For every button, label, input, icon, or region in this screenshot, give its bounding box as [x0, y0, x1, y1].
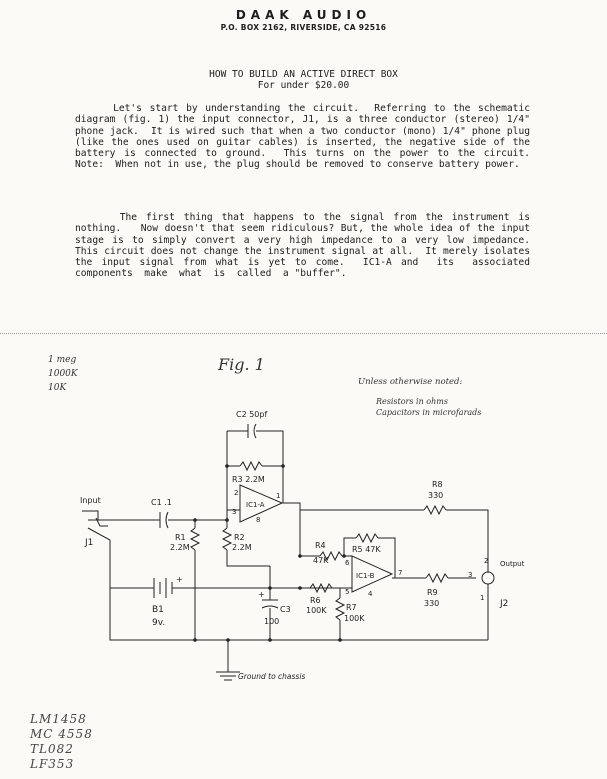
c2-label: C2 50pf: [236, 410, 268, 419]
j2-label: J2: [500, 599, 509, 609]
pin-2: 2: [234, 489, 239, 497]
r9-label: R9: [427, 588, 438, 597]
r4-label: R4: [315, 541, 326, 550]
note-resistors: Resistors in ohms: [376, 397, 448, 406]
r1-resistor: [191, 528, 199, 550]
part-3: TL082: [30, 742, 74, 756]
article-subtitle: For under $20.00: [257, 80, 350, 91]
r8-out-wire: [446, 510, 488, 565]
j2-pin-1: 1: [480, 594, 485, 602]
company-name: DAAK AUDIO: [235, 8, 372, 22]
r6-label: R6: [310, 596, 321, 605]
pin-7: 7: [398, 569, 403, 577]
pin-5: 5: [345, 588, 350, 596]
c1-plate-b: [166, 512, 168, 528]
pin-6: 6: [345, 559, 350, 567]
pin-8: 8: [256, 516, 261, 524]
j2-jack: [482, 572, 494, 584]
b1-value: 9v.: [152, 618, 166, 628]
c3-plate-b: [262, 606, 278, 608]
margin-note-3: 10K: [48, 383, 67, 393]
ic1b-label: IC1-B: [356, 572, 375, 580]
c3-value: 100: [264, 617, 280, 626]
input-label: Input: [80, 496, 101, 505]
bias-wire: [227, 550, 270, 566]
j1-label: J1: [85, 538, 94, 548]
j2-pin-2: 2: [484, 557, 489, 565]
output-label: Output: [500, 560, 525, 568]
r2-value: 2.2M: [232, 543, 252, 552]
margin-note-2: 1000K: [48, 369, 78, 379]
paragraph-1: Let's start by understanding the circuit. Referring to the schematic diagram (fig. 1) the input connector, J1, is a three conductor (stereo) 1/4" phone jack. It is wired such that when a two conductor (mono) 1/4" phone plug (like the ones used on guitar cables) is inserted, the negative side of the battery is connected to ground. This turns on the power to the circuit. Note: When not in use, the plug should be removed to conserve battery power.: [75, 103, 548, 171]
b1-label: B1: [152, 605, 164, 615]
article-title: HOW TO BUILD AN ACTIVE DIRECT BOX: [209, 69, 398, 80]
r3-resistor: [240, 462, 262, 470]
r9-value: 330: [424, 599, 440, 608]
part-2: MC 4558: [30, 727, 93, 741]
input-wire: [82, 511, 160, 520]
r7-value: 100K: [344, 614, 365, 623]
note-capacitors: Capacitors in microfarads: [376, 407, 482, 417]
r5-resistor: [356, 534, 378, 542]
r2-resistor: [223, 528, 231, 550]
part-4: LF353: [30, 757, 75, 771]
r7-label: R7: [346, 603, 357, 612]
r7-resistor: [336, 598, 344, 620]
pin-4: 4: [368, 590, 373, 598]
r1-label: R1: [175, 533, 186, 542]
pin-3: 3: [232, 508, 237, 516]
r8-label: R8: [432, 480, 443, 489]
r2-label: R2: [234, 533, 245, 542]
r5-label: R5 47K: [352, 545, 381, 554]
r8-resistor: [424, 506, 446, 514]
company-address: P.O. BOX 2162, RIVERSIDE, CA 92516: [220, 23, 387, 32]
paragraph-2: The first thing that happens to the signal from the instrument is nothing. Now doesn't that seem ridiculous? But, the whole idea of the input stage is to simply convert a very high impedance to a very low impedance. This circuit does not change the instrument signal at all. It merely isolates the input signal from what is yet to come. IC1-A and its associated components make what is called a "buffer".: [75, 212, 542, 280]
r1-value: 2.2M: [170, 543, 190, 552]
c2-plate-b: [254, 424, 256, 438]
parts-list: [30, 712, 93, 772]
r8-value: 330: [428, 491, 444, 500]
figure-title: Fig. 1: [218, 355, 265, 374]
part-1: LM1458: [30, 712, 87, 726]
j2-pin-3: 3: [468, 571, 473, 579]
margin-note-1: 1 meg: [48, 355, 77, 365]
ground-label: Ground to chassis: [238, 672, 306, 681]
battery-plus: +: [176, 575, 183, 584]
c1-label: C1 .1: [151, 498, 172, 507]
ic1a-label: IC1-A: [246, 501, 265, 509]
r9-resistor: [426, 574, 448, 582]
schematic-note-heading: Unless otherwise noted:: [358, 377, 463, 387]
r3-label: R3 2.2M: [232, 475, 265, 484]
r4-value: 47K: [313, 556, 329, 565]
r6-value: 100K: [306, 606, 327, 615]
pin-1: 1: [276, 492, 281, 500]
c3-label: C3: [280, 605, 291, 614]
c3-plus: +: [258, 590, 265, 599]
